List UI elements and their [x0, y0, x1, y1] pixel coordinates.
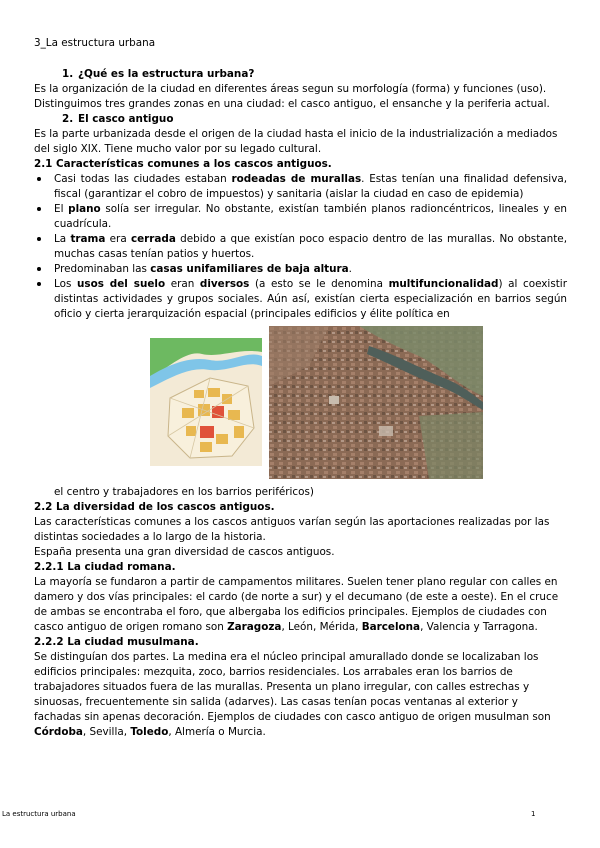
list-item: Los usos del suelo eran diversos (a esto se le denomina multifuncionalidad) al coexistir distintas actividades y grupos sociales. Aún así, existían cierta especialización en barrios según oficio y cierta jerarquización espacial (principales edificios y élite política en	[34, 277, 567, 322]
section-2-2-text-1: Las características comunes a los cascos antiguos varían según las aportaciones realizadas por las distintas sociedades a lo largo de la historia.	[34, 516, 550, 543]
aerial-city-photo-image	[269, 326, 483, 479]
list-item: El plano solía ser irregular. No obstante, existían también planos radioncéntricos, lineales y en cuadrícula.	[34, 202, 567, 232]
section-2-2-text-2: España presenta una gran diversidad de cascos antiguos.	[34, 546, 335, 558]
section-2-text: Es la parte urbanizada desde el origen de la ciudad hasta el inicio de la industrialización a mediados del siglo XIX. Tiene mucho valor por su legado cultural.	[34, 128, 558, 155]
document-body	[34, 36, 567, 740]
list-item: Casi todas las ciudades estaban rodeadas de murallas. Estas tenían una finalidad defensiva, fiscal (garantizar el cobro de impuestos) y sanitaria (aislar la ciudad en caso de epidemia)	[34, 172, 567, 202]
section-1-text: Es la organización de la ciudad en diferentes áreas segun su morfología (forma) y funciones (uso). Distinguimos tres grandes zonas en una ciudad: el casco antiguo, el ensanche y la periferia actual.	[34, 83, 550, 110]
characteristics-list	[34, 172, 567, 322]
document-title: 3_La estructura urbana	[34, 37, 156, 49]
section-2-2-1-heading: 2.2.1 La ciudad romana.	[34, 561, 176, 573]
section-2-2-2-text: Se distinguían dos partes. La medina era el núcleo principal amurallado donde se localizaban los edificios principales: mezquita, zoco, barrios residenciales. Los arrabales eran los barrios de trabajadores situados fuera de las murallas. Presenta un plano irregular, con calles estrechas y sinuosas, frecuentemente sin salida (adarves). Las casas tenían pocas ventanas al exterior y fachadas sin apenas decoración. Ejemplos de ciudades con casco antiguo de origen musulman son Córdoba, Sevilla, Toledo, Almería o Murcia.	[34, 651, 551, 738]
section-2-2-heading: 2.2 La diversidad de los cascos antiguos.	[34, 501, 275, 513]
section-1-heading: 1. ¿Qué es la estructura urbana?	[62, 68, 255, 80]
old-town-map-image	[150, 338, 262, 466]
list-item: Predominaban las casas unifamiliares de baja altura.	[34, 262, 567, 277]
list-item-continuation: el centro y trabajadores en los barrios periféricos)	[54, 486, 314, 498]
list-item: La trama era cerrada debido a que existían poco espacio dentro de las murallas. No obstante, muchas casas tenían patios y huertos.	[34, 232, 567, 262]
section-2-2-1-text: La mayoría se fundaron a partir de campamentos militares. Suelen tener plano regular con calles en damero y dos vías principales: el cardo (de norte a sur) y el decumano (de este a oeste). En el cruce de ambas se encontraba el foro, que albergaba los edificios principales. Ejemplos de ciudades con casco antiguo de origen romano son Zaragoza, León, Mérida, Barcelona, Valencia y Tarragona.	[34, 576, 559, 633]
figures-row	[34, 326, 567, 479]
section-2-1-heading: 2.1 Características comunes a los cascos antiguos.	[34, 158, 332, 170]
section-2-heading: 2. El casco antiguo	[62, 113, 174, 125]
footer-title: La estructura urbana	[2, 810, 76, 818]
section-2-2-2-heading: 2.2.2 La ciudad musulmana.	[34, 636, 199, 648]
footer-page-number: 1	[531, 810, 536, 818]
